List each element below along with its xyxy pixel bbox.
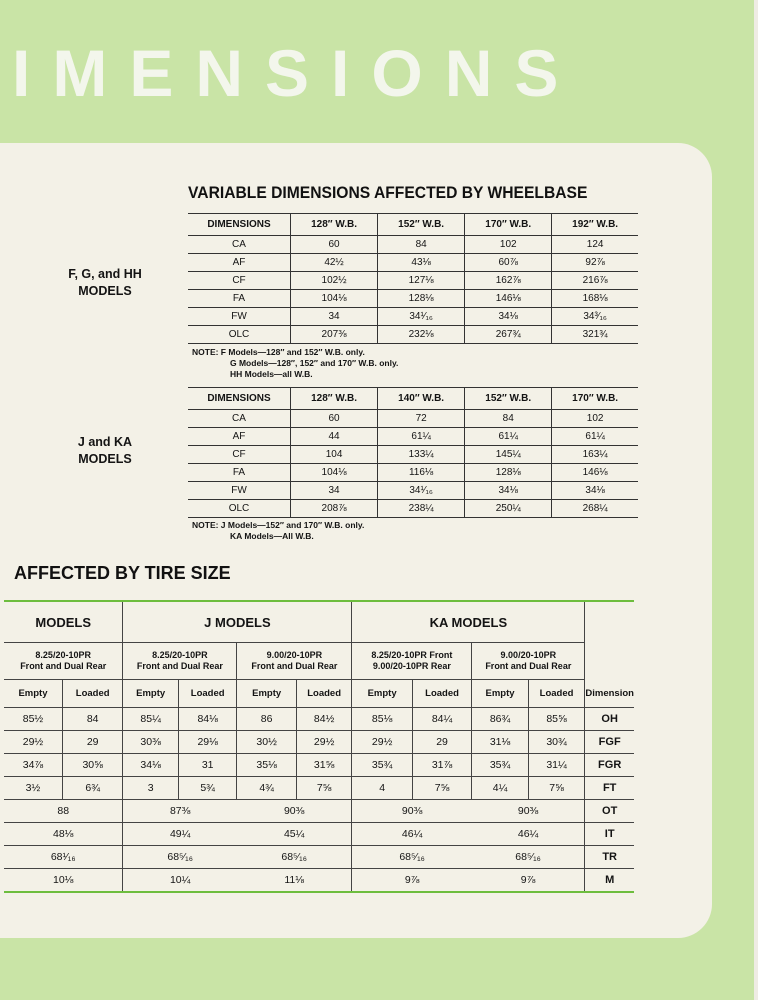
group-header: J MODELS	[123, 601, 352, 643]
table-row	[188, 428, 638, 446]
dimension-cell: M	[585, 869, 634, 893]
value-cell: 34¹⁄₁₆	[378, 308, 465, 326]
column-header: 170″ W.B.	[552, 388, 638, 410]
table-row	[188, 446, 638, 464]
note-line: NOTE: F Models—128″ and 152″ W.B. only.	[192, 347, 365, 357]
value-cell: 46¼	[472, 823, 585, 846]
dimension-cell: CF	[188, 446, 291, 464]
value-cell: 30½	[237, 731, 296, 754]
value-cell: 116⅛	[378, 464, 465, 482]
wheelbase-title: VARIABLE DIMENSIONS AFFECTED BY WHEELBASE	[188, 183, 588, 202]
tire-size-title: AFFECTED BY TIRE SIZE	[14, 563, 231, 583]
value-cell: 163¼	[552, 446, 638, 464]
value-cell: 104⅛	[291, 290, 378, 308]
sub-header-row	[4, 680, 634, 708]
j-ka-models-label	[20, 434, 190, 468]
value-cell: 216⅞	[552, 272, 638, 290]
value-cell: 30⅜	[123, 731, 178, 754]
tire-size-cell	[237, 643, 352, 680]
value-cell: 35¾	[472, 754, 528, 777]
value-cell: 68¹⁄₁₆	[4, 846, 123, 869]
tire-size-cell	[352, 643, 472, 680]
value-cell: 104⅛	[291, 464, 378, 482]
value-cell: 29	[62, 731, 122, 754]
value-cell: 85⅝	[528, 708, 585, 731]
tire-size-row	[4, 643, 634, 680]
table1-note	[192, 347, 398, 380]
label-line: F, G, and HH	[68, 267, 142, 281]
value-cell: 92⅞	[552, 254, 638, 272]
value-cell: 43⅛	[378, 254, 465, 272]
dimension-cell: AF	[188, 428, 291, 446]
column-header: DIMENSIONS	[188, 388, 291, 410]
table-row	[4, 869, 634, 893]
dimension-cell: FW	[188, 482, 291, 500]
column-header: 128″ W.B.	[291, 214, 378, 236]
sub-header: Empty	[472, 680, 528, 708]
value-cell: 267¾	[465, 326, 552, 344]
fg-hh-models-label	[20, 266, 190, 300]
value-cell: 60	[291, 410, 378, 428]
value-cell: 30⅝	[62, 754, 122, 777]
label-line: J and KA	[77, 435, 133, 449]
sub-header: Empty	[352, 680, 412, 708]
tire-size-line: 8.25/20-10PR	[35, 650, 91, 660]
tire-size-line: 9.00/20-10PR Rear	[372, 661, 451, 671]
value-cell: 3½	[4, 777, 62, 800]
value-cell: 168⅛	[552, 290, 638, 308]
table-row	[188, 254, 638, 272]
dimension-cell: OT	[585, 800, 634, 823]
dimension-cell: FW	[188, 308, 291, 326]
value-cell: 85¼	[123, 708, 178, 731]
value-cell: 34³⁄₁₆	[552, 308, 638, 326]
value-cell: 61¼	[378, 428, 465, 446]
value-cell: 3	[123, 777, 178, 800]
value-cell: 4	[352, 777, 412, 800]
column-header: 170″ W.B.	[465, 214, 552, 236]
value-cell: 31⅝	[296, 754, 352, 777]
value-cell: 146⅛	[552, 464, 638, 482]
value-cell: 102½	[291, 272, 378, 290]
value-cell: 68⁵⁄₁₆	[123, 846, 237, 869]
table-row	[188, 464, 638, 482]
value-cell: 128⅛	[465, 464, 552, 482]
value-cell: 102	[552, 410, 638, 428]
value-cell: 7⅝	[412, 777, 472, 800]
value-cell: 42½	[291, 254, 378, 272]
value-cell: 207⅜	[291, 326, 378, 344]
dimension-cell: AF	[188, 254, 291, 272]
wheelbase-table-fg-hh	[188, 213, 638, 344]
dimension-cell: FA	[188, 290, 291, 308]
value-cell: 208⅞	[291, 500, 378, 518]
dimension-cell: OLC	[188, 500, 291, 518]
value-cell: 31⅞	[412, 754, 472, 777]
value-cell: 133¼	[378, 446, 465, 464]
page-title: IMENSIONS	[12, 36, 581, 110]
value-cell: 60	[291, 236, 378, 254]
tire-size-cell	[472, 643, 585, 680]
value-cell: 9⅞	[472, 869, 585, 893]
value-cell: 34⅛	[465, 482, 552, 500]
table-header-row	[188, 388, 638, 410]
value-cell: 90⅜	[237, 800, 352, 823]
column-header: 152″ W.B.	[378, 214, 465, 236]
value-cell: 35⅛	[237, 754, 296, 777]
value-cell: 10¼	[123, 869, 237, 893]
value-cell: 84½	[296, 708, 352, 731]
tire-size-cell	[4, 643, 123, 680]
table-row	[4, 731, 634, 754]
table-row	[4, 846, 634, 869]
value-cell: 72	[378, 410, 465, 428]
table-header-row	[188, 214, 638, 236]
dimension-cell: OH	[585, 708, 634, 731]
value-cell: 84⅛	[178, 708, 237, 731]
value-cell: 5¾	[178, 777, 237, 800]
dimension-cell: FT	[585, 777, 634, 800]
sub-header: Empty	[4, 680, 62, 708]
value-cell: 68⁵⁄₁₆	[472, 846, 585, 869]
table-row	[188, 290, 638, 308]
value-cell: 128⅛	[378, 290, 465, 308]
value-cell: 31⅛	[472, 731, 528, 754]
value-cell: 6¾	[62, 777, 122, 800]
value-cell: 34⅛	[465, 308, 552, 326]
dimension-cell: FGR	[585, 754, 634, 777]
table-row	[4, 800, 634, 823]
label-line: MODELS	[78, 452, 132, 466]
value-cell: 87⅜	[123, 800, 237, 823]
value-cell: 29	[412, 731, 472, 754]
note-line: G Models—128″, 152″ and 170″ W.B. only.	[230, 358, 399, 368]
empty-cell	[585, 601, 634, 680]
table-row	[4, 823, 634, 846]
dimension-cell: FA	[188, 464, 291, 482]
value-cell: 268¼	[552, 500, 638, 518]
value-cell: 34⅛	[123, 754, 178, 777]
sub-header: Loaded	[412, 680, 472, 708]
group-header-row	[4, 601, 634, 643]
note-line: KA Models—All W.B.	[230, 531, 314, 541]
value-cell: 86	[237, 708, 296, 731]
value-cell: 84	[465, 410, 552, 428]
value-cell: 34¹⁄₁₆	[378, 482, 465, 500]
value-cell: 68⁵⁄₁₆	[237, 846, 352, 869]
value-cell: 48⅛	[4, 823, 123, 846]
value-cell: 29½	[296, 731, 352, 754]
tire-size-line: Front and Dual Rear	[20, 661, 107, 671]
dimension-cell: TR	[585, 846, 634, 869]
value-cell: 44	[291, 428, 378, 446]
tire-size-line: 8.25/20-10PR Front	[371, 650, 453, 660]
value-cell: 85½	[4, 708, 62, 731]
tire-size-line: Front and Dual Rear	[485, 661, 572, 671]
sub-header: Dimension	[585, 680, 634, 708]
sub-header: Loaded	[62, 680, 122, 708]
value-cell: 30¾	[528, 731, 585, 754]
group-header: MODELS	[4, 601, 123, 643]
column-header: 140″ W.B.	[378, 388, 465, 410]
table-row	[4, 708, 634, 731]
value-cell: 49¼	[123, 823, 237, 846]
value-cell: 60⅞	[465, 254, 552, 272]
column-header: 128″ W.B.	[291, 388, 378, 410]
value-cell: 29½	[352, 731, 412, 754]
dimension-cell: FGF	[585, 731, 634, 754]
wheelbase-table-j-ka	[188, 387, 638, 518]
table-row	[188, 236, 638, 254]
table-row	[188, 272, 638, 290]
value-cell: 321¾	[552, 326, 638, 344]
sub-header: Loaded	[296, 680, 352, 708]
value-cell: 34	[291, 308, 378, 326]
value-cell: 7⅝	[296, 777, 352, 800]
value-cell: 29½	[4, 731, 62, 754]
value-cell: 162⅞	[465, 272, 552, 290]
label-line: MODELS	[78, 284, 132, 298]
value-cell: 84	[378, 236, 465, 254]
value-cell: 145¼	[465, 446, 552, 464]
table-row	[188, 326, 638, 344]
sub-header: Empty	[237, 680, 296, 708]
column-header: 152″ W.B.	[465, 388, 552, 410]
value-cell: 250¼	[465, 500, 552, 518]
tire-size-line: 8.25/20-10PR	[152, 650, 208, 660]
value-cell: 84¼	[412, 708, 472, 731]
column-header: 192″ W.B.	[552, 214, 638, 236]
value-cell: 61¼	[465, 428, 552, 446]
table-row	[188, 410, 638, 428]
column-header: DIMENSIONS	[188, 214, 291, 236]
value-cell: 46¼	[352, 823, 472, 846]
dimension-cell: CF	[188, 272, 291, 290]
value-cell: 232⅛	[378, 326, 465, 344]
value-cell: 104	[291, 446, 378, 464]
value-cell: 86¾	[472, 708, 528, 731]
table-row	[4, 777, 634, 800]
value-cell: 88	[4, 800, 123, 823]
value-cell: 85⅛	[352, 708, 412, 731]
value-cell: 31¼	[528, 754, 585, 777]
tire-size-cell	[123, 643, 237, 680]
tire-size-line: Front and Dual Rear	[251, 661, 338, 671]
tire-size-line: Front and Dual Rear	[136, 661, 223, 671]
value-cell: 146⅛	[465, 290, 552, 308]
sub-header: Empty	[123, 680, 178, 708]
value-cell: 10⅛	[4, 869, 123, 893]
tire-size-line: 9.00/20-10PR	[266, 650, 323, 660]
value-cell: 84	[62, 708, 122, 731]
tire-size-line: 9.00/20-10PR	[500, 650, 557, 660]
value-cell: 34⅞	[4, 754, 62, 777]
tire-size-table	[4, 600, 634, 893]
value-cell: 34⅛	[552, 482, 638, 500]
value-cell: 34	[291, 482, 378, 500]
sub-header: Loaded	[528, 680, 585, 708]
table2-note	[192, 520, 364, 542]
value-cell: 102	[465, 236, 552, 254]
value-cell: 45¼	[237, 823, 352, 846]
value-cell: 4¾	[237, 777, 296, 800]
dimension-cell: IT	[585, 823, 634, 846]
value-cell: 90⅜	[352, 800, 472, 823]
table-row	[4, 754, 634, 777]
table-row	[188, 482, 638, 500]
group-header: KA MODELS	[352, 601, 585, 643]
value-cell: 68⁵⁄₁₆	[352, 846, 472, 869]
note-line: NOTE: J Models—152″ and 170″ W.B. only.	[192, 520, 365, 530]
table-row	[188, 500, 638, 518]
dimension-cell: OLC	[188, 326, 291, 344]
value-cell: 7⅝	[528, 777, 585, 800]
value-cell: 127⅛	[378, 272, 465, 290]
value-cell: 11⅛	[237, 869, 352, 893]
value-cell: 4¼	[472, 777, 528, 800]
value-cell: 124	[552, 236, 638, 254]
note-line: HH Models—all W.B.	[230, 369, 313, 379]
sub-header: Loaded	[178, 680, 237, 708]
value-cell: 35¾	[352, 754, 412, 777]
value-cell: 31	[178, 754, 237, 777]
value-cell: 90⅜	[472, 800, 585, 823]
dimension-cell: CA	[188, 236, 291, 254]
paper-edge	[754, 0, 758, 1000]
dimension-cell: CA	[188, 410, 291, 428]
value-cell: 61¼	[552, 428, 638, 446]
table-row	[188, 308, 638, 326]
value-cell: 238¼	[378, 500, 465, 518]
value-cell: 29⅛	[178, 731, 237, 754]
value-cell: 9⅞	[352, 869, 472, 893]
